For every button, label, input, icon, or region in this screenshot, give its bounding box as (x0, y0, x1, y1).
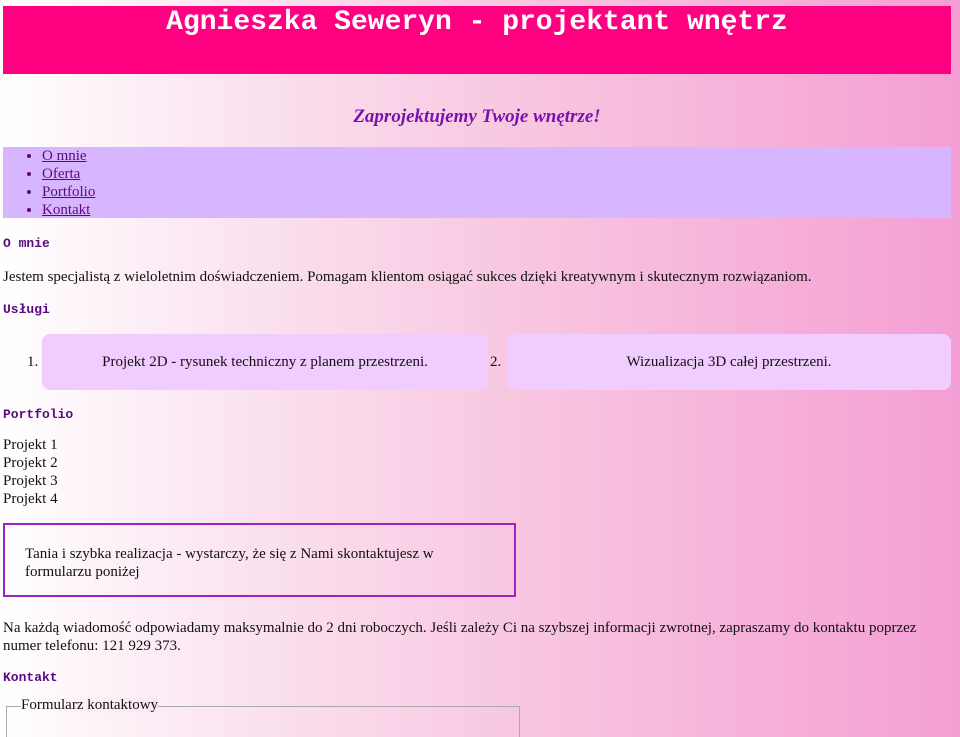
service-text: Wizualizacja 3D całej przestrzeni. (626, 353, 832, 370)
main-nav (3, 147, 951, 218)
portfolio-list (3, 436, 58, 508)
nav-item-portfolio (42, 183, 951, 201)
nav-item-kontakt (42, 201, 951, 219)
nav-link-oferta[interactable]: Oferta (42, 166, 81, 182)
portfolio-item: Projekt 1 (3, 437, 58, 453)
tagline: Zaprojektujemy Twoje wnętrze! (353, 106, 601, 127)
portfolio-item: Projekt 4 (3, 491, 58, 507)
portfolio-item: Projekt 3 (3, 473, 58, 489)
nav-link-o-mnie[interactable]: O mnie (42, 148, 87, 164)
site-title: Agnieszka Seweryn - projektant wnętrz (166, 7, 788, 38)
nav-link-kontakt[interactable]: Kontakt (42, 202, 91, 218)
promo-box (3, 523, 516, 597)
service-number: 2. (490, 354, 502, 370)
response-info: Na każdą wiadomość odpowiadamy maksymalnie do 2 dni roboczych. Jeśli zależy Ci na szybszej informacji zwrotnej, zapraszamy do kontaktu poprzez numer telefonu: 121 929 373. (3, 620, 917, 654)
promo-text: Tania i szybka realizacja - wystarczy, że się z Nami skontaktujesz w formularzu poniżej (25, 546, 434, 580)
portfolio-heading: Portfolio (3, 407, 74, 422)
nav-item-oferta (42, 165, 951, 183)
form-legend: Formularz kontaktowy (21, 697, 159, 713)
about-heading: O mnie (3, 236, 50, 251)
contact-heading: Kontakt (3, 670, 58, 685)
nav-item-o-mnie (42, 147, 951, 165)
service-text: Projekt 2D - rysunek techniczny z planem przestrzeni. (102, 353, 428, 370)
portfolio-item: Projekt 2 (3, 455, 58, 471)
service-card (42, 334, 488, 390)
service-card (507, 334, 951, 390)
site-header (3, 6, 951, 74)
nav-link-portfolio[interactable]: Portfolio (42, 184, 96, 200)
about-text: Jestem specjalistą z wieloletnim doświadczeniem. Pomagam klientom osiągać sukces dzięki kreatywnym i skutecznym rozwiązaniom. (3, 269, 812, 285)
services-heading: Usługi (3, 302, 50, 317)
service-number: 1. (27, 354, 39, 370)
contact-form (6, 697, 520, 737)
